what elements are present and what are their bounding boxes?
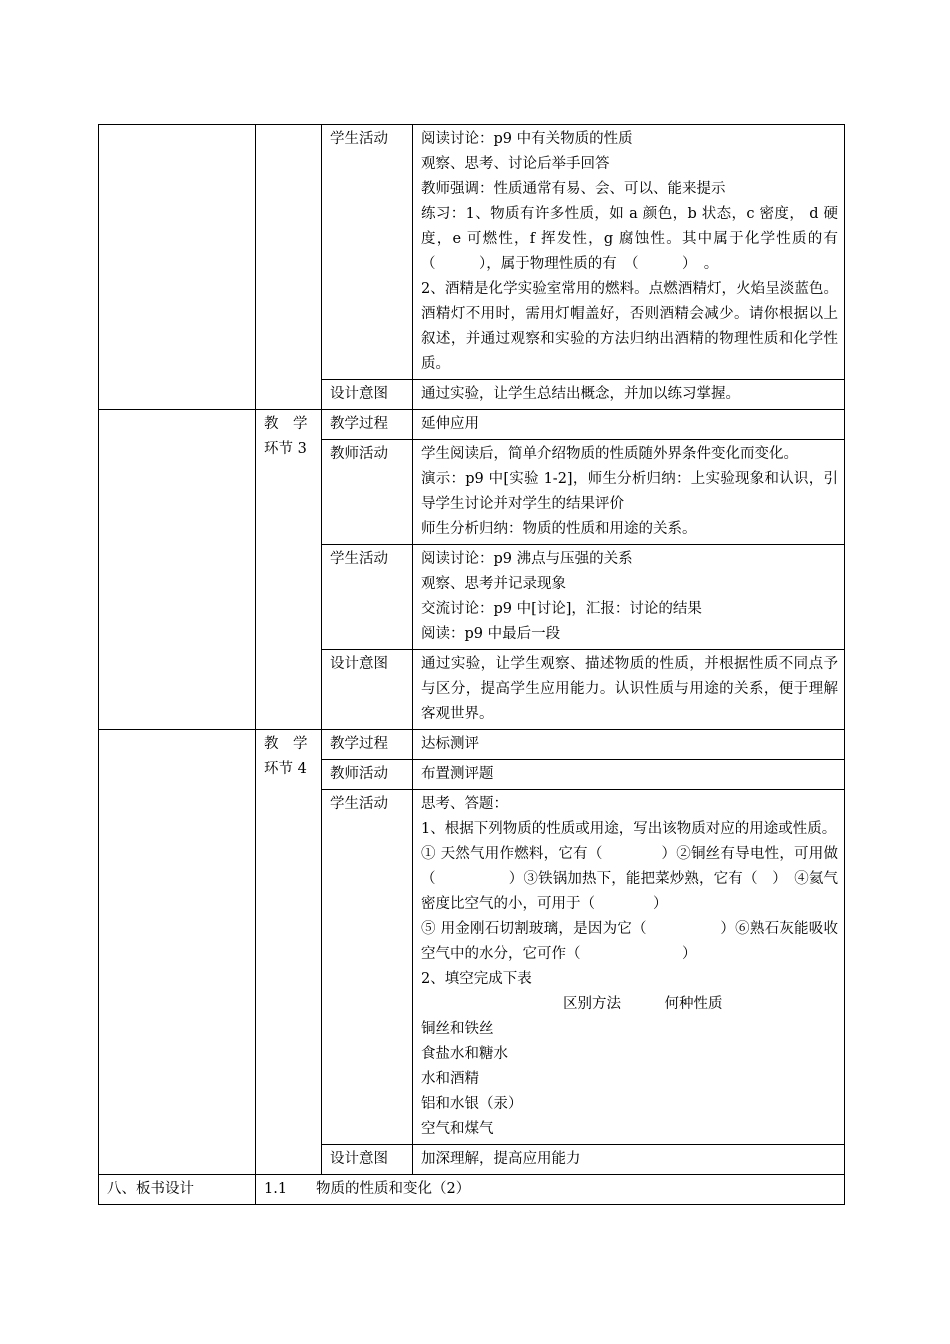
row-content: 加深理解，提高应用能力 <box>413 1145 845 1175</box>
fill-table-row: 食盐水和糖水 <box>421 1046 508 1062</box>
text-paragraph: 学生阅读后，简单介绍物质的性质随外界条件变化而变化。 <box>421 446 798 462</box>
row-label: 教学过程 <box>322 730 413 760</box>
row-label: 学生活动 <box>322 790 413 1145</box>
table-row <box>99 410 845 440</box>
text-line: 阅读讨论：p9 沸点与压强的关系 <box>421 551 633 567</box>
text-line: 观察、思考、讨论后举手回答 <box>421 156 610 172</box>
text-line: 阅读讨论：p9 中有关物质的性质 <box>421 131 633 147</box>
board-design-label: 八、板书设计 <box>99 1175 256 1205</box>
row-label: 学生活动 <box>322 125 413 380</box>
fill-table-row: 铝和水银（汞） <box>421 1096 523 1112</box>
row-content <box>413 440 845 545</box>
fill-table-row: 铜丝和铁丝 <box>421 1021 494 1037</box>
text-paragraph: 通过实验，让学生观察、描述物质的性质，并根据性质不同点予与区分，提高学生应用能力。认识性质与用途的关系，便于理解客观世界。 <box>421 656 838 722</box>
table-row <box>99 730 845 760</box>
row-content: 延伸应用 <box>413 410 845 440</box>
fill-table-row: 空气和煤气 <box>421 1121 494 1137</box>
lesson-plan-table <box>98 124 845 1205</box>
row-content: 达标测评 <box>413 730 845 760</box>
row-content <box>413 790 845 1145</box>
row-content: 布置测评题 <box>413 760 845 790</box>
table-row <box>99 125 845 380</box>
row-label: 设计意图 <box>322 1145 413 1175</box>
board-design-content: 1.1 物质的性质和变化（2） <box>256 1175 845 1205</box>
fill-table-row: 水和酒精 <box>421 1071 479 1087</box>
text-paragraph: ⑤ 用金刚石切割玻璃，是因为它（ ）⑥熟石灰能吸收空气中的水分，它可作（ ） <box>421 921 838 962</box>
row-content <box>413 545 845 650</box>
text-paragraph: 2、酒精是化学实验室常用的燃料。点燃酒精灯，火焰呈淡蓝色。酒精灯不用时，需用灯帽盖好，否则酒精会减少。请你根据以上叙述，并通过观察和实验的方法归纳出酒精的物理性质和化学性质。 <box>421 281 838 372</box>
row-label: 设计意图 <box>322 380 413 410</box>
row-label: 教师活动 <box>322 760 413 790</box>
row-content: 通过实验，让学生总结出概念，并加以练习掌握。 <box>413 380 845 410</box>
text-line: 观察、思考并记录现象 <box>421 576 566 592</box>
blank-cell <box>99 125 256 410</box>
row-label: 设计意图 <box>322 650 413 730</box>
text-paragraph: 演示：p9 中[实验 1-2]，师生分析归纳：上实验现象和认识，引导学生讨论并对学生的结果评价 <box>421 471 838 512</box>
row-label: 学生活动 <box>322 545 413 650</box>
text-line: 教师强调：性质通常有易、会、可以、能来提示 <box>421 181 726 197</box>
row-label: 教师活动 <box>322 440 413 545</box>
text-paragraph: ① 天然气用作燃料，它有（ ）②铜丝有导电性，可用做（ ）③铁锅加热下，能把菜炒熟，它有（ ） ④氦气密度比空气的小，可用于（ ） <box>421 846 838 912</box>
fill-table-header: 区别方法 何种性质 <box>563 996 723 1012</box>
blank-cell <box>256 125 322 410</box>
row-label: 教学过程 <box>322 410 413 440</box>
text-line: 交流讨论：p9 中[讨论]，汇报：讨论的结果 <box>421 601 702 617</box>
text-line: 阅读：p9 中最后一段 <box>421 626 561 642</box>
text-line: 师生分析归纳：物质的性质和用途的关系。 <box>421 521 697 537</box>
section-label: 教 学 环节 3 <box>256 410 322 730</box>
text-line: 2、填空完成下表 <box>421 971 532 987</box>
row-content <box>413 650 845 730</box>
blank-cell <box>99 410 256 730</box>
section-label: 教 学 环节 4 <box>256 730 322 1175</box>
text-line: 思考、答题： <box>421 796 508 812</box>
text-paragraph: 1、根据下列物质的性质或用途，写出该物质对应的用途或性质。 <box>421 821 837 837</box>
row-content <box>413 125 845 380</box>
text-paragraph: 练习：1、物质有许多性质，如 a 颜色，b 状态，c 密度， d 硬度，e 可燃性，f 挥发性，g 腐蚀性。其中属于化学性质的有（ ），属于物理性质的有 （ ） 。 <box>421 206 838 272</box>
blank-cell <box>99 730 256 1175</box>
table-row <box>99 1175 845 1205</box>
